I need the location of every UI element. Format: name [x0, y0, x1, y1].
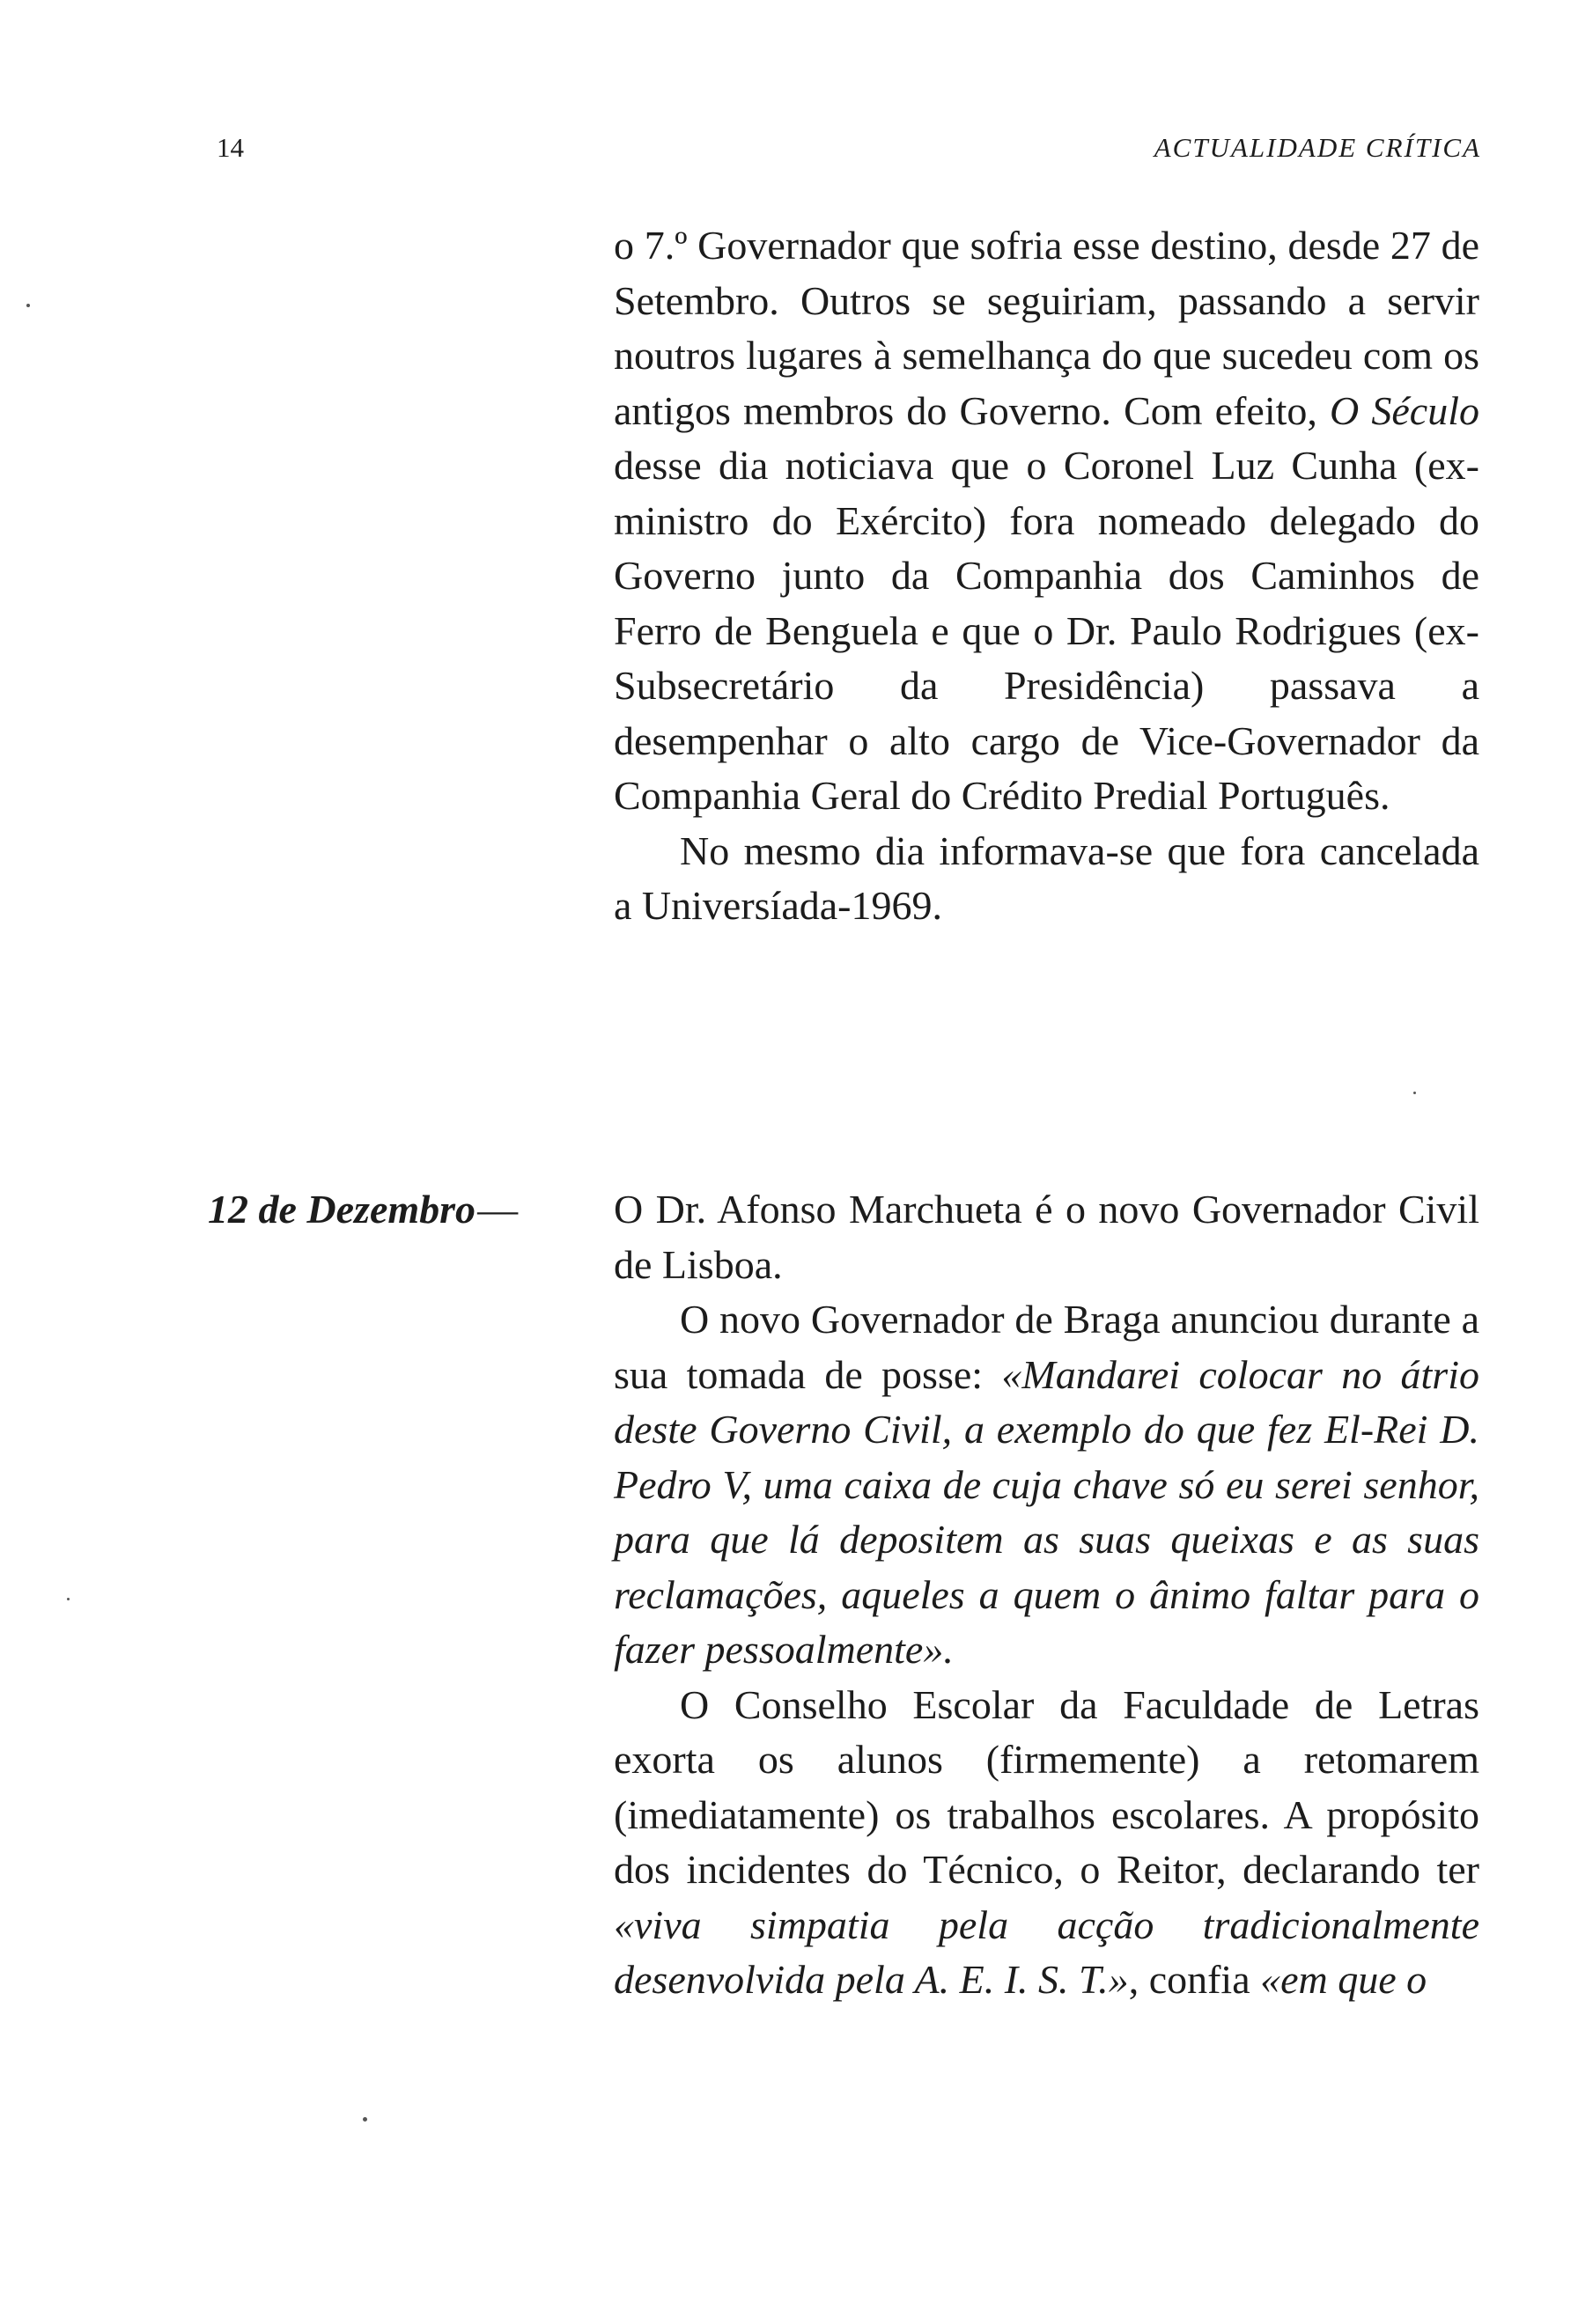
paragraph — [614, 218, 1479, 824]
quotation: «Mandarei colocar no átrio deste Governo Civil, a exemplo do que fez El-Rei D. Pedro V, uma caixa de cuja chave só eu serei senhor, para que lá depositem as suas queixas e as suas reclamações, aqueles a quem o ânimo faltar para o fazer pessoalmente». — [614, 1351, 1479, 1672]
entry-date-label: 12 de Dezembro — [208, 1187, 476, 1232]
paragraph-text: o 7.º Governador que sofria esse destino, desde 27 de Setembro. Outros se seguiriam, passando a servir noutros lugares à semelhança do que sucedeu com os antigos membros do Governo. Com efeito, — [614, 223, 1479, 433]
quotation: «viva simpatia pela acção tradicionalmente desenvolvida pela A. E. I. S. T.» — [614, 1901, 1479, 2002]
text-block-entry — [614, 1182, 1479, 2008]
quotation: «em que o — [1260, 1957, 1427, 2002]
newspaper-title: O Século — [1330, 387, 1479, 433]
paragraph-text: O novo Governador de Braga anunciou durante a sua tomada de posse: — [614, 1297, 1479, 1397]
page-number: 14 — [217, 132, 244, 163]
page-header — [217, 132, 1481, 176]
paragraph — [614, 1292, 1479, 1678]
paragraph: No mesmo dia informava-se que fora cancelada a Universíada-1969. — [614, 827, 1479, 928]
paragraph-text: , confia — [1128, 1957, 1261, 2002]
paragraph: O Dr. Afonso Marchueta é o novo Governador Civil de Lisboa. — [614, 1187, 1479, 1287]
text-block-continuation — [614, 218, 1479, 934]
em-dash: — — [477, 1187, 519, 1232]
paper-speck — [67, 1598, 70, 1600]
paragraph-text: desse dia noticiava que o Coronel Luz Cunha (ex-ministro do Exército) fora nomeado delegado do Governo junto da Companhia dos Caminhos de Ferro de Benguela e que o Dr. Paulo Rodrigues (ex-Subsecretário da Presidência) passava a desempenhar o alto cargo de Vice-Governador da Companhia Geral do Crédito Predial Português. — [614, 443, 1479, 818]
paper-speck — [363, 2117, 367, 2122]
paragraph — [614, 1678, 1479, 2008]
running-head: ACTUALIDADE CRÍTICA — [1154, 132, 1481, 163]
paper-speck — [26, 304, 30, 307]
entry-date — [208, 1182, 518, 1238]
paper-speck — [1413, 1092, 1416, 1094]
paragraph-text: O Conselho Escolar da Faculdade de Letras exorta os alunos (firmemente) a retomarem (imediatamente) os trabalhos escolares. A propósito dos incidentes do Técnico, o Reitor, declarando ter — [614, 1681, 1479, 1892]
